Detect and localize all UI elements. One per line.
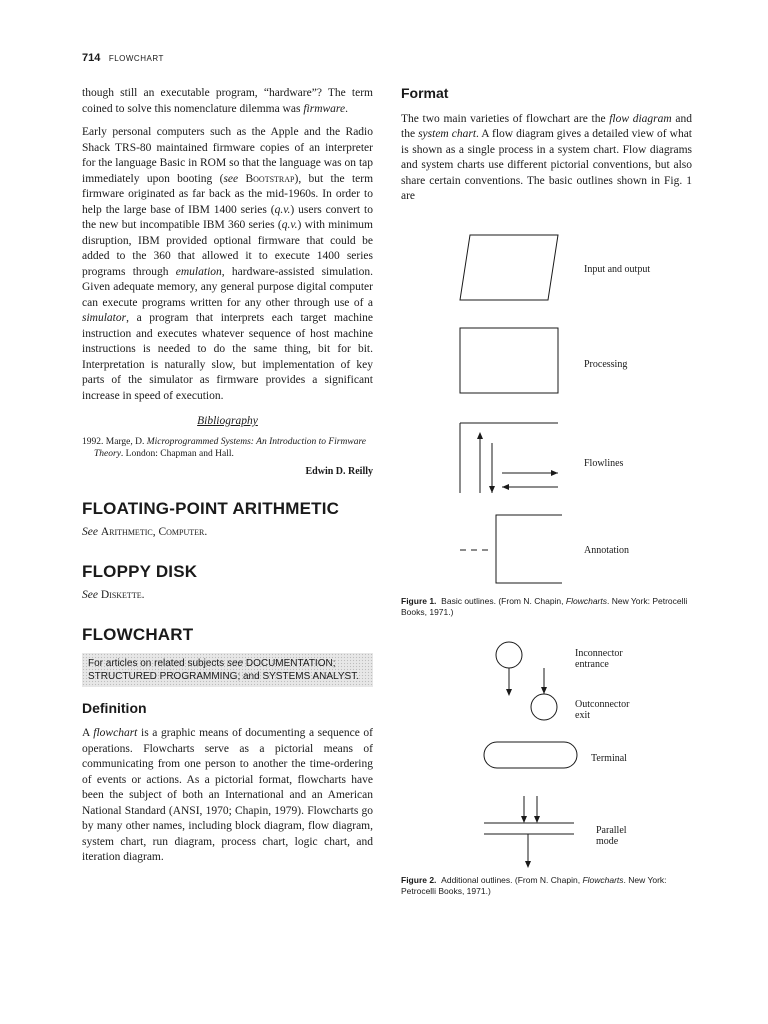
running-header: [82, 48, 164, 66]
entry-title-floppy-disk: FLOPPY DISK: [82, 562, 198, 581]
label-input-output: Input and output: [584, 264, 651, 275]
see-reference-floppy-disk: See Diskette.: [82, 588, 145, 601]
input-output-symbol: [460, 235, 558, 300]
bibliography-entry: 1992. Marge, D. Microprogrammed Systems: An Introduction to Firmware Theory. London: Chapman and Hall.: [82, 436, 367, 459]
author-signature: Edwin D. Reilly: [305, 465, 373, 477]
label-inconnector-entrance: entrance: [575, 659, 609, 670]
inconnector-symbol: [496, 642, 522, 692]
annotation-symbol: [460, 515, 562, 583]
right-column: [401, 86, 692, 213]
label-parallel: Parallel: [596, 825, 627, 836]
figure-1-caption: Figure 1. Basic outlines. (From N. Chapin, Flowcharts. New York: Petrocelli Books, 1971.): [401, 596, 688, 617]
left-column: [82, 86, 373, 874]
label-parallel-mode: mode: [596, 836, 619, 847]
entry-title-flowchart: FLOWCHART: [82, 625, 194, 644]
paragraph-format: The two main varieties of flowchart are the flow diagram and the system chart. A flow diagram gives a detailed view of what is shown as a single process in a system chart. Flow diagrams and system charts use different pictorial conventions, but also share certain conventions. The basic outlines shown in Fig. 1 are: [401, 112, 692, 202]
label-processing: Processing: [584, 359, 628, 370]
figure-1-basic-outlines: [440, 225, 700, 595]
flowlines-symbol: [460, 423, 558, 493]
label-terminal: Terminal: [591, 753, 627, 764]
label-outconnector-exit: exit: [575, 710, 590, 721]
running-title: FLOWCHART: [108, 54, 164, 63]
entry-title-floating-point: FLOATING-POINT ARITHMETIC: [82, 499, 340, 518]
crossref-bootstrap: Bootstrap: [245, 172, 295, 185]
see-reference-floating-point: See Arithmetic, Computer.: [82, 525, 208, 538]
bibliography-heading: Bibliography: [197, 415, 258, 427]
page-number: 714: [82, 52, 101, 64]
label-annotation: Annotation: [584, 545, 629, 556]
label-inconnector: Inconnector: [575, 648, 623, 659]
parallel-mode-symbol: [484, 796, 574, 864]
figure-2-caption: Figure 2. Additional outlines. (From N. Chapin, Flowcharts. New York: Petrocelli Books, 1971.): [401, 875, 667, 896]
label-outconnector: Outconnector: [575, 699, 630, 710]
related-subjects-box: For articles on related subjects see DOCUMENTATION; STRUCTURED PROGRAMMING; and SYSTEMS ANALYST.: [82, 653, 373, 687]
processing-symbol: [460, 328, 558, 393]
paragraph-definition: A flowchart is a graphic means of documenting a sequence of operations. Flowcharts serve as a pictorial means of communicating from one person to another the time-ordering of events or actions. As a pictorial format, flowcharts have been the subject of both an International and an American National Standard (ANSI, 1970; Chapin, 1979). Flowcharts go by many other names, including block diagram, flow diagram, system chart, run diagram, process chart, logic chart, and iteration diagram.: [82, 727, 374, 863]
label-flowlines: Flowlines: [584, 458, 624, 469]
format-heading: Format: [401, 85, 449, 101]
paragraph-personal-computers: Early personal computers such as the Apple and the Radio Shack TRS-80 maintained firmware copies of an interpreter for the language Basic in ROM so that the language was on tap immediately upon booting (see Bootstrap), but the term firmware originated as far back as the mid-1960s. In order to help the large base of IBM 1400 series (q.v.) users convert to the new but incompatible IBM 360 series (q.v.) with minimum disruption, IBM provided optional firmware that could be added to the 360 that allowed it to execute 1400 series programs through emulation, hardware-assisted simulation. Given adequate memory, any general purpose digital computer can execute programs written for any other through use of a simulator, a program that interprets each target machine instruction and executes whatever sequence of host machine instructions is needed to do the same thing, bit for bit. Interpretation is naturally slow, but implementation of key parts of the simulator as firmware provides a significant increase in speed of execution.: [82, 126, 374, 402]
definition-heading: Definition: [82, 699, 147, 716]
terminal-symbol: [484, 742, 577, 768]
paragraph-firmware: though still an executable program, “hardware”? The term coined to solve this nomenclature dilemma was firmware.: [82, 87, 373, 115]
figure-2-additional-outlines: [470, 636, 700, 872]
